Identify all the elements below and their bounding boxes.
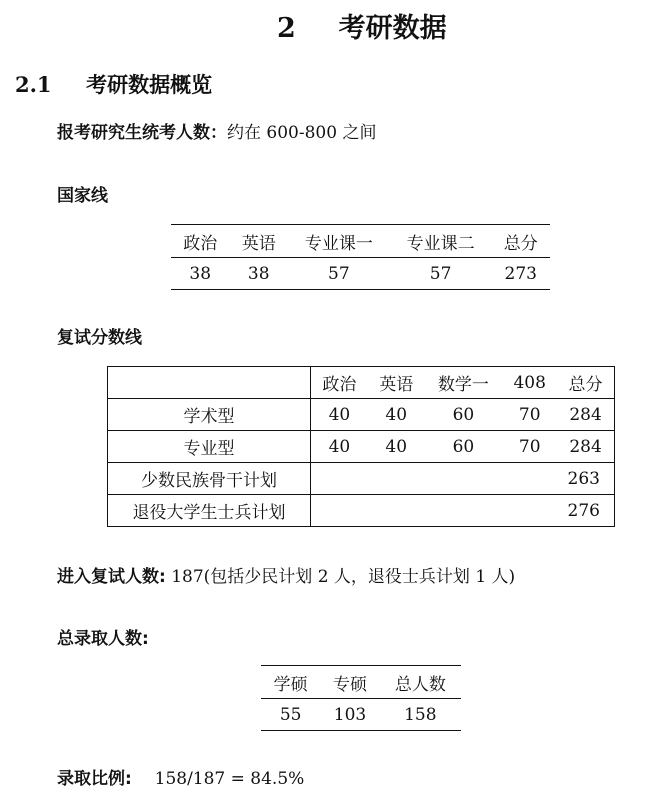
retest-count-label: 进入复试人数: [57, 567, 166, 587]
header-cell: 专业课二 [390, 225, 492, 258]
table-row [108, 399, 615, 431]
table-cell: 284 [557, 399, 614, 431]
table-cell: 158 [404, 704, 437, 725]
header-cell: 总分 [557, 367, 614, 399]
retest-count-line [57, 562, 515, 587]
subsection-number: 2.1 [15, 72, 52, 97]
table-cell: 276 [311, 495, 615, 527]
national-line-heading: 国家线 [57, 186, 108, 206]
row-label: 专业型 [108, 431, 311, 463]
header-cell: 408 [502, 367, 557, 399]
section-title-text: 考研数据 [338, 13, 447, 44]
applicants-value: 约在 600-800 之间 [227, 123, 377, 143]
header-cell: 总分 [491, 225, 550, 258]
subsection-title [15, 69, 212, 99]
header-cell: 政治 [311, 367, 368, 399]
table-row [108, 431, 615, 463]
row-label: 学术型 [108, 399, 311, 431]
header-cell: 英语 [230, 225, 289, 258]
table-row [261, 699, 461, 731]
ratio-value: 158/187 = 84.5% [154, 769, 305, 789]
table-cell: 55 [279, 704, 302, 725]
table-cell: 273 [504, 263, 537, 284]
table-cell: 40 [368, 399, 425, 431]
retest-line-heading: 复试分数线 [57, 328, 142, 348]
table-cell: 38 [247, 263, 270, 284]
retest-count-value: 187(包括少民计划 2 人，退役士兵计划 1 人) [171, 567, 516, 587]
table-cell: 38 [189, 263, 212, 284]
table-row [108, 495, 615, 527]
row-label: 少数民族骨干计划 [108, 463, 311, 495]
table-cell: 60 [425, 399, 503, 431]
table-cell: 40 [368, 431, 425, 463]
table-header-row [171, 225, 550, 258]
row-label: 退役大学生士兵计划 [108, 495, 311, 527]
applicants-line [57, 118, 376, 143]
header-cell: 数学一 [425, 367, 503, 399]
ratio-line [57, 764, 304, 789]
table-cell: 284 [557, 431, 614, 463]
header-cell: 英语 [368, 367, 425, 399]
table-cell: 57 [328, 263, 350, 284]
header-cell: 专硕 [320, 666, 379, 699]
table-header-row [108, 367, 615, 399]
admission-heading: 总录取人数: [57, 629, 149, 649]
national-line-table [171, 224, 550, 290]
section-number: 2 [277, 13, 296, 44]
table-cell: 70 [502, 431, 557, 463]
admission-table [261, 665, 461, 731]
table-row [171, 258, 550, 290]
table-header-row [261, 666, 461, 699]
header-cell: 专业课一 [288, 225, 390, 258]
table-row [108, 463, 615, 495]
applicants-label: 报考研究生统考人数： [57, 123, 227, 143]
header-cell: 学硕 [261, 666, 320, 699]
header-cell: 政治 [171, 225, 230, 258]
section-title [277, 6, 447, 45]
header-cell: 总人数 [380, 666, 461, 699]
table-cell: 40 [311, 431, 368, 463]
table-cell: 40 [311, 399, 368, 431]
table-cell: 103 [333, 704, 367, 725]
table-cell: 57 [429, 263, 452, 284]
header-cell-empty [108, 367, 311, 399]
table-cell: 263 [311, 463, 615, 495]
ratio-label: 录取比例: [57, 769, 132, 789]
retest-line-table [107, 366, 615, 527]
table-cell: 60 [425, 431, 503, 463]
table-cell: 70 [502, 399, 557, 431]
subsection-title-text: 考研数据概览 [86, 72, 213, 97]
